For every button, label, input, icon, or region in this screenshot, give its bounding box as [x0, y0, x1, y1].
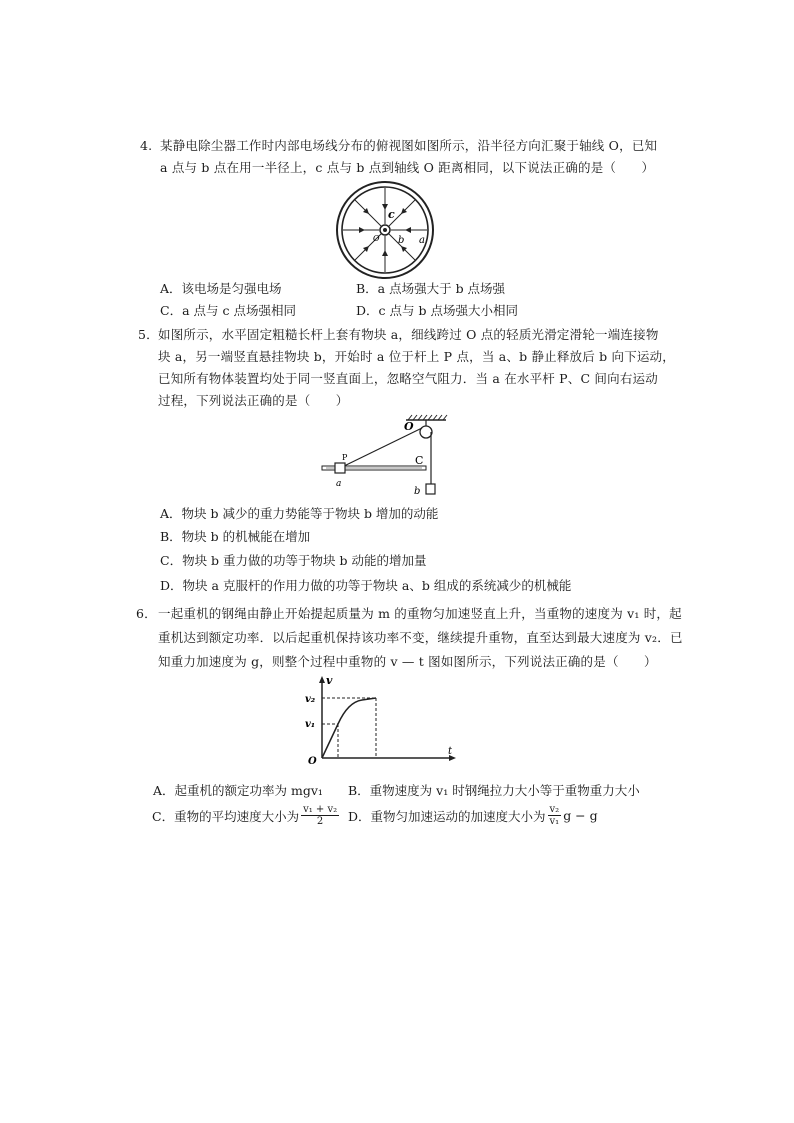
label-b: b	[398, 235, 405, 246]
q5-stem-line3: 已知所有物体装置均处于同一竖直面上，忽略空气阻力．当 a 在水平杆 P、C 间向右运动	[158, 371, 658, 386]
q5-pulley-figure	[318, 412, 448, 512]
q5-option-a: A．物块 b 减少的重力势能等于物块 b 增加的动能	[160, 506, 439, 521]
q4-option-a: A．该电场是匀强电场	[160, 281, 282, 296]
q6-option-c-text: C．重物的平均速度大小为	[152, 808, 300, 824]
q6-stem-line2: 重机达到额定功率．以后起重机保持该功率不变，继续提升重物，直至达到最大速度为 v₂．已	[158, 630, 683, 645]
label-t: t	[448, 746, 453, 757]
q6-vt-graph	[302, 674, 462, 774]
q5-option-b: B．物块 b 的机械能在增加	[160, 529, 311, 544]
block-a	[335, 463, 345, 473]
q6-option-d	[348, 804, 598, 827]
q4-field-figure	[330, 180, 450, 280]
q4-number: 4.	[140, 138, 153, 153]
label-v2: v₂	[305, 694, 316, 705]
label-b: b	[414, 486, 421, 497]
q6-stem-line3: 知重力加速度为 g，则整个过程中重物的 v — t 图如图所示，下列说法正确的是（ ）	[158, 654, 657, 669]
q5-stem-line4: 过程，下列说法正确的是（ ）	[158, 393, 349, 408]
label-a: a	[336, 479, 342, 489]
q6-option-c	[152, 804, 341, 827]
label-o: O	[373, 234, 380, 243]
q4-stem-line2: a 点与 b 点在用一半径上，c 点与 b 点到轴线 O 距离相同，以下说法正确的是（ ）	[160, 160, 655, 175]
label-v1: v₁	[305, 719, 316, 730]
q6-option-c-denominator: 2	[316, 816, 324, 827]
q5-stem-line1: 如图所示，水平固定粗糙长杆上套有物块 a，细线跨过 O 点的轻质光滑定滑轮一端连接物	[158, 327, 659, 342]
label-origin: O	[308, 756, 317, 767]
label-p: P	[342, 453, 348, 462]
q5-number: 5．	[138, 327, 159, 342]
q6-option-d-fraction	[548, 804, 562, 827]
q6-number: 6．	[136, 606, 157, 621]
q6-option-d-denominator: v₁	[549, 816, 560, 827]
q4-option-b: B．a 点场强大于 b 点场强	[356, 281, 506, 296]
q4-stem-line1: 某静电除尘器工作时内部电场线分布的俯视图如图所示，沿半径方向汇聚于轴线 O，已知	[160, 138, 658, 153]
q6-option-a: A．起重机的额定功率为 mgv₁	[153, 783, 323, 798]
q6-option-b: B．重物速度为 v₁ 时钢绳拉力大小等于重物重力大小	[348, 783, 640, 798]
label-c: c	[388, 208, 395, 221]
velocity-curve	[322, 698, 376, 758]
q6-stem-line1: 一起重机的钢绳由静止开始提起质量为 m 的重物匀加速竖直上升，当重物的速度为 v₁ 时，起	[158, 606, 682, 621]
label-c: C	[415, 454, 424, 467]
q6-option-d-text: D．重物匀加速运动的加速度大小为	[348, 808, 546, 824]
q6-option-d-numerator: v₂	[549, 804, 560, 815]
label-a: a	[419, 235, 425, 246]
q5-stem-line2: 块 a，另一端竖直悬挂物块 b，开始时 a 位于杆上 P 点，当 a、b 静止释放后 b 向下运动，	[158, 349, 676, 364]
q5-option-c: C．物块 b 重力做的功等于物块 b 动能的增加量	[160, 553, 427, 568]
q4-option-c: C．a 点与 c 点场强相同	[160, 303, 296, 318]
q6-option-c-numerator: v₁ + v₂	[303, 804, 338, 815]
block-b	[426, 484, 435, 494]
q4-option-d: D．c 点与 b 点场强大小相同	[356, 303, 518, 318]
q6-option-d-suffix: g − g	[563, 808, 598, 823]
q6-option-c-fraction	[301, 804, 339, 827]
q5-option-d: D．物块 a 克服杆的作用力做的功等于物块 a、b 组成的系统减少的机械能	[160, 578, 572, 593]
label-v: v	[326, 674, 333, 687]
label-o: O	[404, 420, 414, 433]
rope-incline	[340, 428, 422, 468]
